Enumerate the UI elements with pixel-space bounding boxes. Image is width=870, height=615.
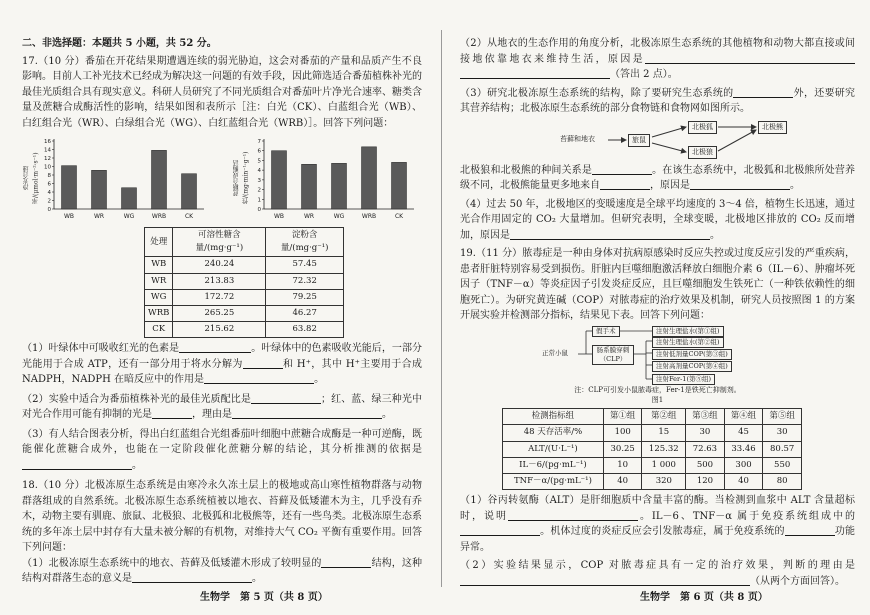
table-cell: WR [145, 273, 173, 289]
food-web-lemming: 旅鼠 [628, 134, 650, 147]
q17-table [144, 227, 344, 338]
q18-sub3-text: 。 [790, 180, 800, 191]
chart-photosynthesis-rate [22, 135, 212, 225]
x-tick-label: WRB [151, 213, 167, 220]
q18-intro: 18.（10 分）北极冻原生态系统是由寒冷永久冻土层上的极地或高山寒性植物群落与动物群落组成的自然系统。北极冻原生态系统植被以地衣、苔藓及低矮灌木为主，几乎没有乔木，动物主要有驯鹿、旅鼠、北极狼、北极狐和北极熊等，还有一些鸟类。北极冻原生态系统的多年冻土层中封存有大量未被分解的有机物，对维持大气 CO₂ 平衡有重要作用。回答下列问题： [22, 480, 422, 554]
experiment-note: 注：CLP可引发小鼠脓毒症，Fer-1是铁死亡抑制剂。 [574, 385, 741, 394]
food-web-diagram [560, 119, 810, 161]
table-cell: 80 [763, 473, 802, 489]
left-column [22, 36, 422, 587]
y-tick-label: 2 [47, 198, 51, 205]
food-web-fox: 北极狐 [688, 121, 717, 134]
bar-wb [62, 166, 77, 209]
table-header-cell: 第①组 [603, 409, 642, 425]
bar-wr [302, 164, 317, 209]
table-cell: 46.27 [266, 305, 344, 321]
column-divider [441, 30, 442, 587]
q17-sub2-text: 。 [382, 409, 392, 421]
q18-sub2 [460, 36, 855, 83]
table-cell: 125.32 [642, 441, 686, 457]
food-web-bear: 北极熊 [758, 121, 787, 134]
table-cell: 40 [603, 473, 642, 489]
q17-sub3-text: 。 [132, 459, 142, 471]
answer-blank[interactable] [22, 459, 132, 470]
q17-sub1-text: 。 [314, 374, 325, 386]
table-cell: CK [145, 322, 173, 338]
table-cell: 320 [642, 473, 686, 489]
y-tick-label: 10 [44, 164, 51, 171]
bar-wb [272, 151, 287, 209]
q17-sub2-text: ，理由是 [192, 409, 232, 421]
q17-sub2-text: （2）实验中适合为番茄植株补光的最佳光质配比是 [22, 393, 251, 405]
x-tick-label: WB [273, 213, 285, 220]
table-header-cell: 检测指标组 [503, 409, 604, 425]
y-tick-label: 5 [257, 158, 261, 165]
chart1-svg [22, 135, 212, 225]
table-cell: 172.72 [173, 289, 266, 305]
bar-ck [182, 174, 197, 209]
y-tick-label: 1 [257, 197, 261, 204]
table-header-cell: 可溶性糖含量/(mg·g⁻¹) [173, 228, 266, 257]
table-cell: 48 天存活率/% [503, 425, 604, 441]
table-cell: ALT/(U·L⁻¹) [503, 441, 604, 457]
table-cell: WG [145, 289, 173, 305]
footer-page-5: 生物学 第 5 页（共 8 页） [200, 591, 328, 603]
q17-sub3-text: （3）有人结合图表分析，得出白红蓝组合光组番茄叶细胞中蔗糖合成酶是一种可逆酶，既能催化蔗糖合成外，也能在一定阶段催化蔗糖分解的结论，其分析推测的依据是 [22, 428, 422, 456]
q18-sub1-text: 结构，这种结构对群落生态的意义是 [22, 557, 422, 585]
x-tick-label: WB [63, 213, 75, 220]
table-cell: 10 [603, 457, 642, 473]
q19-sub1-text: 。机体过度的炎症反应会引发脓毒症，属于免疫系统的 [540, 526, 785, 538]
food-web-source: 苔藓和地衣 [560, 134, 595, 143]
q17-sub1-text: 。叶绿体中的色素吸收光能后，一部分光能用于合成 ATP，还有一部分用于将水分解为 [22, 343, 422, 370]
food-web-wolf: 北极狼 [688, 146, 717, 159]
y-tick-label: 2 [257, 187, 261, 194]
table-cell: 240.24 [173, 257, 266, 273]
q18-sub3 [460, 86, 855, 117]
table-cell: 30 [686, 425, 725, 441]
q17-sub2 [22, 392, 422, 423]
answer-blank[interactable] [460, 575, 540, 586]
x-tick-label: WRB [361, 213, 377, 220]
answer-blank[interactable] [152, 408, 192, 419]
q17-sub1 [22, 341, 422, 388]
q19-sub1 [460, 493, 855, 555]
experiment-group3: 注射低剂量COP(第③组) [652, 349, 732, 360]
answer-blank[interactable] [645, 53, 855, 64]
answer-blank[interactable] [690, 179, 790, 190]
q17-sub1-text: （1）叶绿体中可吸收红光的色素是 [22, 343, 180, 355]
q19-sub1-text: 功能异常。 [460, 526, 856, 553]
table-cell: 213.83 [173, 273, 266, 289]
table-cell: 120 [686, 473, 725, 489]
answer-blank[interactable] [460, 68, 610, 79]
bar-wg [122, 188, 137, 209]
x-tick-label: CK [394, 213, 404, 220]
q17-sub1-text: 和 H⁺，其中 H⁺主要用于合成 NADPH，NADPH 在暗反应中的作用是 [22, 358, 422, 386]
footer-page-6: 生物学 第 6 页（共 8 页） [640, 591, 768, 603]
bar-wrb [362, 147, 377, 209]
q18-sub4-text: 。 [710, 229, 720, 241]
table-cell: 40 [724, 473, 763, 489]
table-header-cell: 第④组 [724, 409, 763, 425]
chart2-ylabel: 蔗糖合成酶活性/(mg·min⁻¹·g⁻¹) [233, 151, 250, 205]
table-cell: 265.25 [173, 305, 266, 321]
answer-blank[interactable] [460, 525, 540, 536]
answer-blank[interactable] [204, 373, 314, 384]
q18-sub2-text: （答出 2 点）。 [610, 69, 678, 80]
experiment-group4: 注射高剂量COP(第④组) [652, 361, 732, 372]
y-tick-label: 7 [257, 139, 261, 145]
table-row [145, 273, 344, 289]
table-header-cell: 处理 [145, 228, 173, 257]
q19-intro: 19.（11 分）脓毒症是一种由身体对抗病原感染时反应失控或过度反应引发的严重疾病，患者肝脏特别容易受到损伤。肝脏内巨噬细胞激活释放白细胞介素 6（IL－6）、肿瘤坏死因子（TNF－α）等炎症因子引发炎症反应，且巨噬细胞发生铁死亡（一种铁依赖性的细胞死亡）。为研究黄连碱（COP）对脓毒症的治疗效果及机制，研究人员按照图 1 的方案开展实验并检测部分指标，结果见下表。回答下列问题： [460, 248, 855, 321]
answer-blank[interactable] [600, 179, 650, 190]
table-cell: TNF－α/(pg·mL⁻¹) [503, 473, 604, 489]
table-cell: 33.46 [724, 441, 763, 457]
table-cell: 72.32 [266, 273, 344, 289]
table-cell: IL－6/(pg·mL⁻¹) [503, 457, 604, 473]
q18-sub3-text: （3）研究北极冻原生态系统的结构，除了要研究生态系统的 [460, 87, 734, 99]
table-row [503, 441, 802, 457]
q18-sub3-text: 外，还要研究其营养结构；北极冻原生态系统的部分食物链和食物网如图所示。 [460, 87, 855, 114]
table-header-cell: 第③组 [686, 409, 725, 425]
y-tick-label: 3 [257, 177, 261, 184]
experiment-group5: 注射Fer-1(第⑤组) [652, 374, 715, 385]
table-cell: 1 000 [642, 457, 686, 473]
y-tick-label: 12 [44, 156, 51, 162]
q18-sub1 [22, 556, 422, 587]
answer-blank[interactable] [321, 557, 371, 568]
answer-blank[interactable] [540, 575, 750, 586]
bar-wr [92, 170, 107, 209]
answer-blank[interactable] [733, 87, 793, 98]
table-cell: 57.45 [266, 257, 344, 273]
answer-blank[interactable] [132, 572, 252, 583]
y-tick-label: 14 [44, 147, 51, 154]
table-cell: 500 [686, 457, 725, 473]
q19-table [502, 408, 802, 490]
answer-blank[interactable] [508, 510, 638, 521]
table-row [145, 322, 344, 338]
table-cell: 45 [724, 425, 763, 441]
q18-sub3-cont [460, 163, 855, 194]
table-header-cell: 第②组 [642, 409, 686, 425]
table-row [145, 289, 344, 305]
q17-charts [22, 135, 422, 225]
table-cell: 215.62 [173, 322, 266, 338]
arrow-lemming-fox [652, 127, 686, 137]
table-cell: 79.25 [266, 289, 344, 305]
y-tick-label: 4 [257, 168, 261, 175]
answer-blank[interactable] [179, 342, 251, 353]
experiment-mouse: 正常小鼠 [542, 348, 568, 357]
table-cell: 30 [763, 425, 802, 441]
table-row [503, 457, 802, 473]
q18-sub4 [460, 197, 855, 244]
arrow-wolf-bear [718, 130, 756, 151]
answer-blank[interactable] [510, 229, 710, 240]
x-tick-label: WG [123, 213, 135, 220]
bar-ck [392, 162, 407, 209]
q18-sub1-text: 。 [252, 573, 262, 585]
table-cell: 72.63 [686, 441, 725, 457]
answer-blank[interactable] [785, 525, 835, 536]
q19-sub2 [460, 558, 855, 589]
x-tick-label: WR [93, 213, 105, 220]
experiment-diagram [542, 326, 772, 384]
table-cell: 15 [642, 425, 686, 441]
answer-blank[interactable] [251, 393, 321, 404]
table-cell: WB [145, 257, 173, 273]
y-tick-label: 16 [44, 139, 51, 145]
q18-sub3-text: ，原因是 [650, 180, 690, 191]
chart1-ylabel: 净光合速率/(μmol·m⁻²·s⁻¹) [23, 152, 40, 204]
table-row [503, 473, 802, 489]
q17-intro: 17.（10 分）番茄在开花结果期遭遇连续的弱光胁迫，这会对番茄的产量和品质产生不良影响。目前人工补光技术已经成为解决这一问题的有效手段，因此筛选适合番茄植株补光的最佳光质组合具有现实意义。科研人员研究了不同光质组合对番茄叶片净光合速率、糖类含量及蔗糖合成酶活性的影响，结果如图和表所示［注：白光（CK）、白蓝组合光（WB）、白红组合光（WR）、白绿组合光（WG）、白红蓝组合光（WRB）］。回答下列问题： [22, 55, 422, 129]
table-cell: 30.25 [603, 441, 642, 457]
table-cell: 550 [763, 457, 802, 473]
q19-sub2-text: （从两个方面回答）。 [750, 575, 845, 587]
chart-sucrose-synthase [232, 135, 422, 225]
y-tick-label: 0 [257, 207, 261, 213]
bar-wrb [152, 150, 167, 209]
y-tick-label: 0 [47, 207, 51, 213]
bar-wg [332, 163, 347, 209]
arrow-lemming-wolf [652, 143, 686, 152]
chart2-svg [232, 135, 422, 225]
q18-sub3-text: 。在该生态系统中，北极狐和北极熊所处营养级不同，北极熊能量更多地来自 [460, 164, 856, 191]
table-cell: WRB [145, 305, 173, 321]
table-header-row [503, 409, 802, 425]
table-header-row [145, 228, 344, 257]
experiment-clp: 肠系膜穿刺（CLP） [592, 345, 634, 365]
table-cell: 300 [724, 457, 763, 473]
y-tick-label: 6 [47, 181, 51, 188]
y-tick-label: 4 [47, 190, 51, 196]
y-tick-label: 6 [257, 148, 261, 155]
x-tick-label: CK [184, 213, 194, 220]
answer-blank[interactable] [592, 164, 652, 175]
table-cell: 80.57 [763, 441, 802, 457]
answer-blank[interactable] [243, 358, 283, 369]
table-header-cell: 第⑤组 [763, 409, 802, 425]
q18-sub1-text: （1）北极冻原生态系统中的地衣、苔藓及低矮灌木形成了较明显的 [22, 557, 322, 569]
table-cell: 63.82 [266, 322, 344, 338]
experiment-group1: 注射生理盐水(第①组) [652, 326, 724, 337]
experiment-sham: 假手术 [592, 326, 620, 337]
table-row [145, 257, 344, 273]
q19-sub1-text: （1）谷丙转氨酶（ALT）是肝细胞质中含量丰富的酶。当检测到血浆中 ALT 含量超标时，说明 [460, 495, 855, 522]
table-row [503, 425, 802, 441]
q18-sub4-text: （4）过去 50 年，北极地区的变暖速度是全球平均速度的 3～4 倍，植物生长迅速，通过光合作用固定的 CO₂ 大量增加。但研究表明，全球变暖，北极地区排放的 CO₂ 反而增加，原因是 [460, 198, 855, 241]
experiment-group2: 注射生理盐水(第②组) [652, 337, 724, 348]
table-header-cell: 淀粉含量/(mg·g⁻¹) [266, 228, 344, 257]
q18-sub3-text: 北极狼和北极熊的种间关系是 [460, 164, 592, 176]
q19-sub2-text: （2）实验结果显示，COP 对脓毒症具有一定的治疗效果，判断的理由是 [460, 560, 855, 572]
answer-blank[interactable] [232, 408, 382, 419]
x-tick-label: WR [303, 213, 315, 220]
q17-sub2-text: ；红、蓝、绿三种光中对光合作用可能有抑制的光是 [22, 393, 422, 421]
q17-sub3 [22, 427, 422, 474]
q19-sub1-text: 。IL－6、TNF－α 属于免疫系统组成中的 [637, 510, 856, 522]
x-tick-label: WG [333, 213, 345, 220]
figure-label: 图1 [651, 396, 664, 405]
y-tick-label: 8 [47, 173, 51, 179]
table-row [145, 305, 344, 321]
q18-sub2-text: （2）从地衣的生态作用的角度分析，北极冻原生态系统的其他植物和动物大都直接或间接地依靠地衣来维持生活，原因是 [460, 38, 855, 65]
table-cell: 100 [603, 425, 642, 441]
right-column [460, 36, 855, 589]
section-header: 二、非选择题：本题共 5 小题，共 52 分。 [22, 38, 217, 49]
